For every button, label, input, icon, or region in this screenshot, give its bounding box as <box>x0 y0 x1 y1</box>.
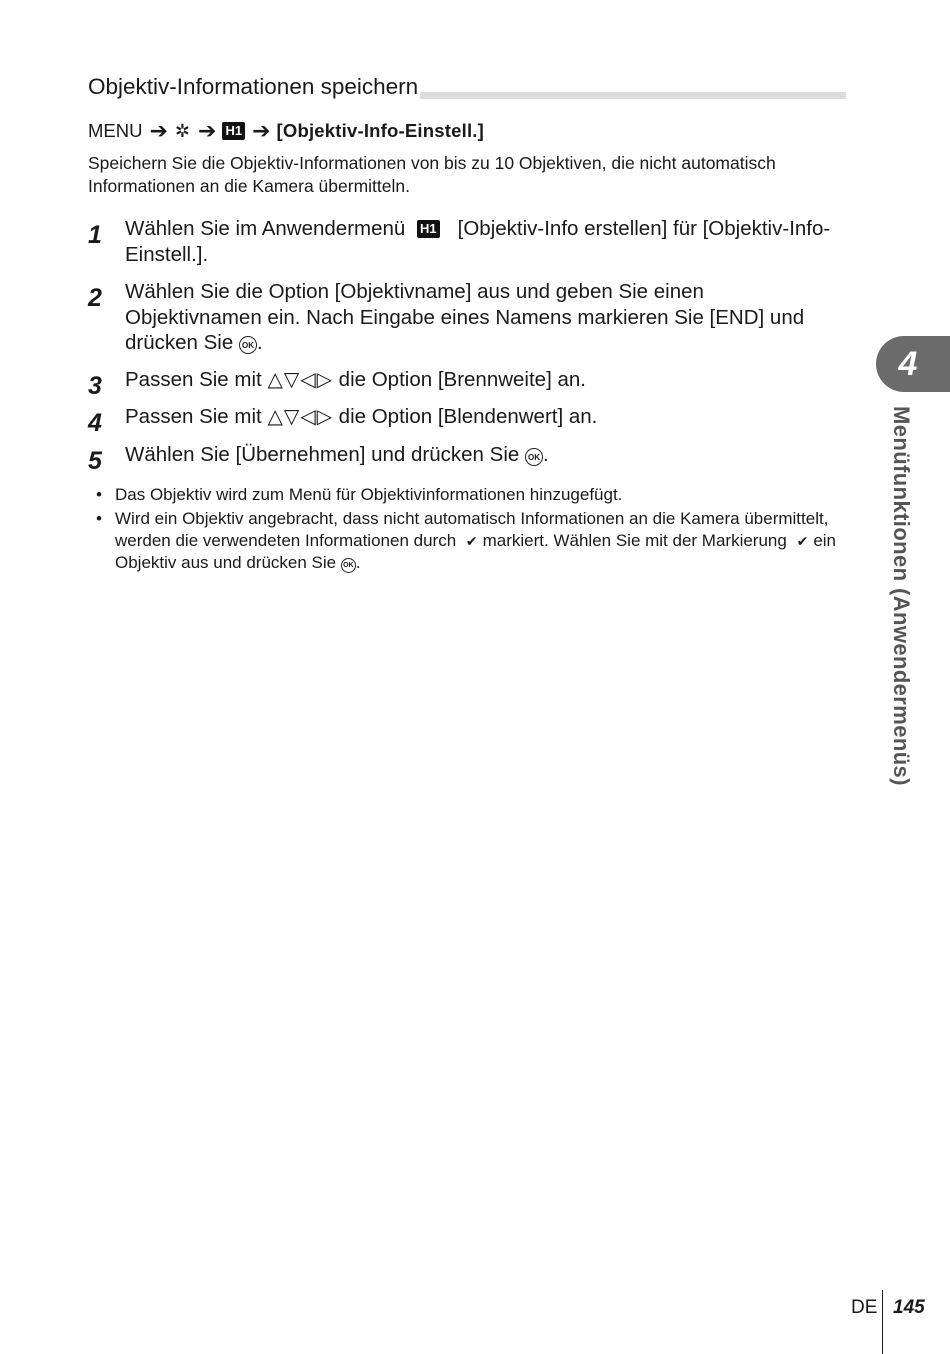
intro-text: Speichern Sie die Objektiv-Informationen von bis zu 10 Objektiven, die nicht automatisch Informationen an die Kamera übermitteln. <box>88 153 776 196</box>
right-arrow-icon: ➔ <box>252 118 271 143</box>
step-number: 4 <box>88 409 102 437</box>
step-number: 1 <box>88 221 102 249</box>
step-number: 2 <box>88 284 102 312</box>
notes-list <box>96 484 841 576</box>
ok-button-icon: OK <box>525 448 543 466</box>
chapter-title: Menüfunktionen (Anwendermenüs) <box>889 406 914 786</box>
step-4 <box>88 404 838 437</box>
step-2 <box>88 279 838 356</box>
custom-menu-h1-badge: H1 <box>417 220 440 238</box>
menu-target: [Objektiv-Info-Einstell.] <box>276 120 484 141</box>
section-title: Objektiv-Informationen speichern <box>88 72 420 102</box>
step-1 <box>88 216 838 267</box>
right-arrow-icon: ➔ <box>198 118 217 143</box>
step-text: Wählen Sie im Anwendermenü <box>125 217 406 240</box>
note-text: ein Objektiv aus und drücken Sie <box>115 531 836 572</box>
checkmark-icon: ✔ <box>796 533 809 549</box>
step-text: [Objektiv-Info erstellen] für [Objektiv-Info-Einstell.]. <box>125 217 831 266</box>
arrow-pad-icon: △▽◁▷ <box>267 406 333 428</box>
note-2 <box>96 508 841 574</box>
language-label: DE <box>851 1297 878 1318</box>
note-text: markiert. Wählen Sie mit der Markierung <box>482 531 787 550</box>
bullet: • <box>96 509 102 528</box>
step-text: die Option [Blendenwert] an. <box>338 405 598 428</box>
step-number: 3 <box>88 371 102 400</box>
note-1 <box>96 484 841 506</box>
checkmark-icon: ✔ <box>465 533 478 549</box>
step-text: Passen Sie mit <box>125 367 262 391</box>
page-number: 145 <box>893 1297 925 1318</box>
bullet: • <box>96 485 102 504</box>
step-list <box>88 216 838 475</box>
note-text: Das Objektiv wird zum Menü für Objektivinformationen hinzugefügt. <box>115 485 623 504</box>
menu-label: MENU <box>88 120 143 141</box>
step-5 <box>88 442 838 475</box>
custom-menu-h1-badge: H1 <box>222 122 245 140</box>
page-separator <box>882 1290 883 1354</box>
step-text: . <box>543 442 549 466</box>
chapter-number: 4 <box>898 345 918 383</box>
menu-path <box>88 118 484 144</box>
step-text: Wählen Sie die Option [Objektivname] aus und geben Sie einen Objektivnamen ein. Nach Eingabe eines Namens markieren Sie [END] und drücken Sie <box>125 280 805 354</box>
step-text: die Option [Brennweite] an. <box>338 367 586 391</box>
section-heading <box>88 72 846 102</box>
note-text: Wird ein Objektiv angebracht, dass nicht automatisch Informationen an die Kamera übermittelt, werden die verwendeten Informationen durch <box>115 509 829 550</box>
ok-button-icon: OK <box>341 558 356 573</box>
step-text: Passen Sie mit <box>125 405 262 428</box>
step-text: . <box>256 331 263 354</box>
ok-button-icon: OK <box>239 336 257 354</box>
step-number: 5 <box>88 446 102 475</box>
right-arrow-icon: ➔ <box>149 118 168 143</box>
step-3 <box>88 367 838 400</box>
gear-icon: ✲ <box>174 120 191 141</box>
step-text: Wählen Sie [Übernehmen] und drücken Sie <box>125 442 520 466</box>
note-text: . <box>355 553 361 572</box>
chapter-tab <box>876 336 950 392</box>
arrow-pad-icon: △▽◁▷ <box>267 368 333 391</box>
